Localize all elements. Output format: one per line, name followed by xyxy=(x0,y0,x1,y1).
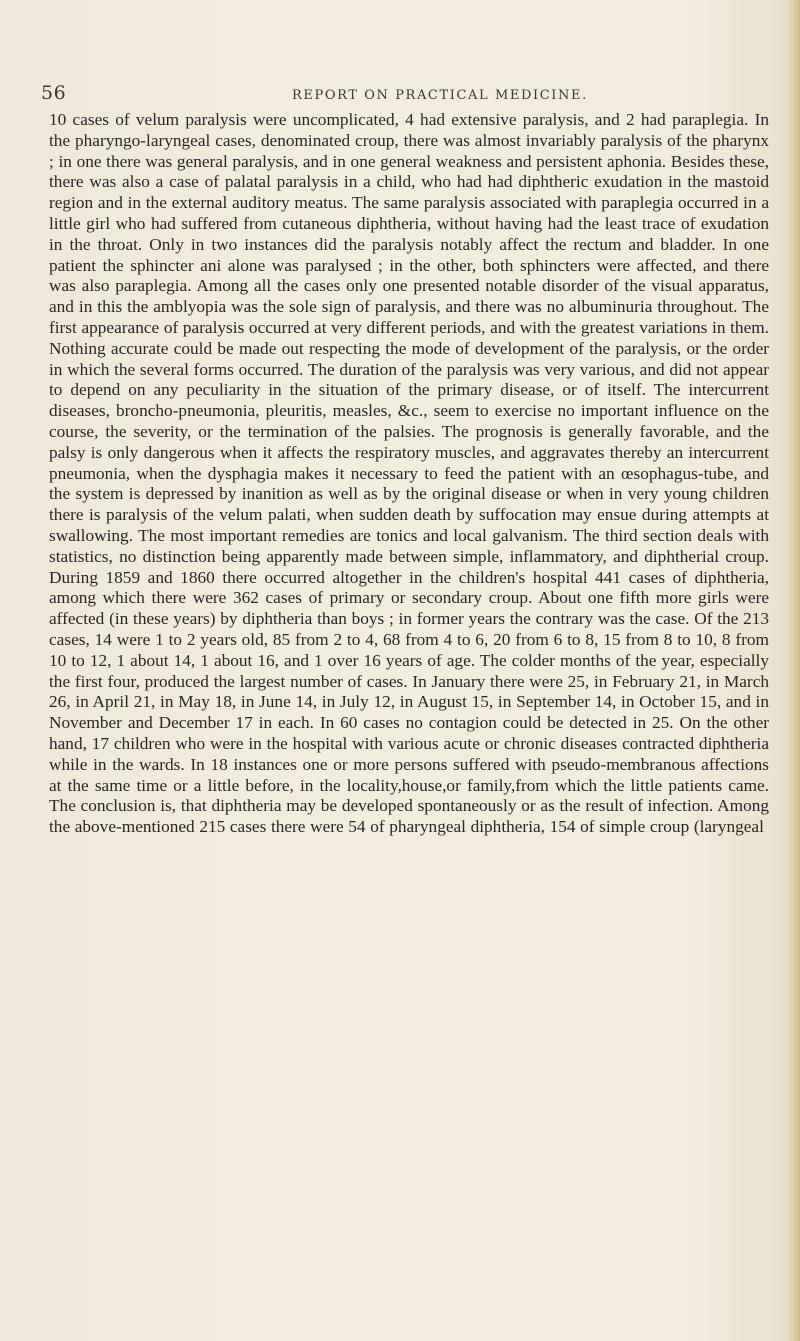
page-number: 56 xyxy=(41,82,67,104)
running-head: REPORT ON PRACTICAL MEDICINE. xyxy=(292,88,588,103)
page-edge xyxy=(786,0,800,1341)
body-paragraph: 10 cases of velum paralysis were uncomplicated, 4 had extensive paralysis, and 2 had paraplegia. In the pharyngo-laryngeal cases, denominated croup, there was almost invariably paralysis of the pharynx ; in one there was general paralysis, and in one general weakness and persistent aphonia. Besides these, there was also a case of palatal paralysis in a child, who had had diphtheric exudation in the mastoid region and in the external auditory meatus. The same paralysis associated with paraplegia occurred in a little girl who had suffered from cutaneous diphtheria, without having had the least trace of exudation in the throat. Only in two instances did the paralysis notably affect the rectum and bladder. In one patient the sphincter ani alone was paralysed ; in the other, both sphincters were affected, and there was also paraplegia. Among all the cases only one presented notable disorder of the visual apparatus, and in this the amblyopia was the sole sign of paralysis, and there was no albuminuria throughout. The first appearance of paralysis occurred at very different periods, and with the greatest variations in them. Nothing accurate could be made out respecting the mode of development of the paralysis, or the order in which the several forms occurred. The duration of the paralysis was very various, and did not appear to depend on any peculiarity in the situation of the primary disease, or of itself. The intercurrent diseases, broncho-pneumonia, pleuritis, measles, &c., seem to exercise no important influence on the course, the severity, or the termination of the palsies. The prognosis is generally favorable, and the palsy is only dangerous when it affects the respiratory muscles, and aggravates thereby an intercurrent pneumonia, when the dysphagia makes it necessary to feed the patient with an œsophagus-tube, and the system is depressed by inanition as well as by the original disease or when in very young children there is paralysis of the velum palati, when sudden death by suffocation may ensue during attempts at swallowing. The most important remedies are tonics and local galvanism. The third section deals with statistics, no distinction being apparently made between simple, inflammatory, and diphtherial croup. During 1859 and 1860 there occurred altogether in the children's hospital 441 cases of diphtheria, among which there were 362 cases of primary or secondary croup. About one fifth more girls were affected (in these years) by diphtheria than boys ; in former years the contrary was the case. Of the 213 cases, 14 were 1 to 2 years old, 85 from 2 to 4, 68 from 4 to 6, 20 from 6 to 8, 15 from 8 to 10, 8 from 10 to 12, 1 about 14, 1 about 16, and 1 over 16 years of age. The colder months of the year, especially the first four, produced the largest number of cases. In January there were 25, in February 21, in March 26, in April 21, in May 18, in June 14, in July 12, in August 15, in September 14, in October 15, and in November and December 17 in each. In 60 cases no contagion could be detected in 25. On the other hand, 17 children who were in the hospital with various acute or chronic diseases contracted diphtheria while in the wards. In 18 instances one or more persons suffered with pseudo-membranous affections at the same time or a little before, in the locality,house,or family,from which the little patients came. The conclusion is, that diphtheria may be developed spontaneously or as the result of infection. Among the above-mentioned 215 cases there were 54 of pharyngeal diphtheria, 154 of simple croup (laryngeal xyxy=(49,110,769,837)
